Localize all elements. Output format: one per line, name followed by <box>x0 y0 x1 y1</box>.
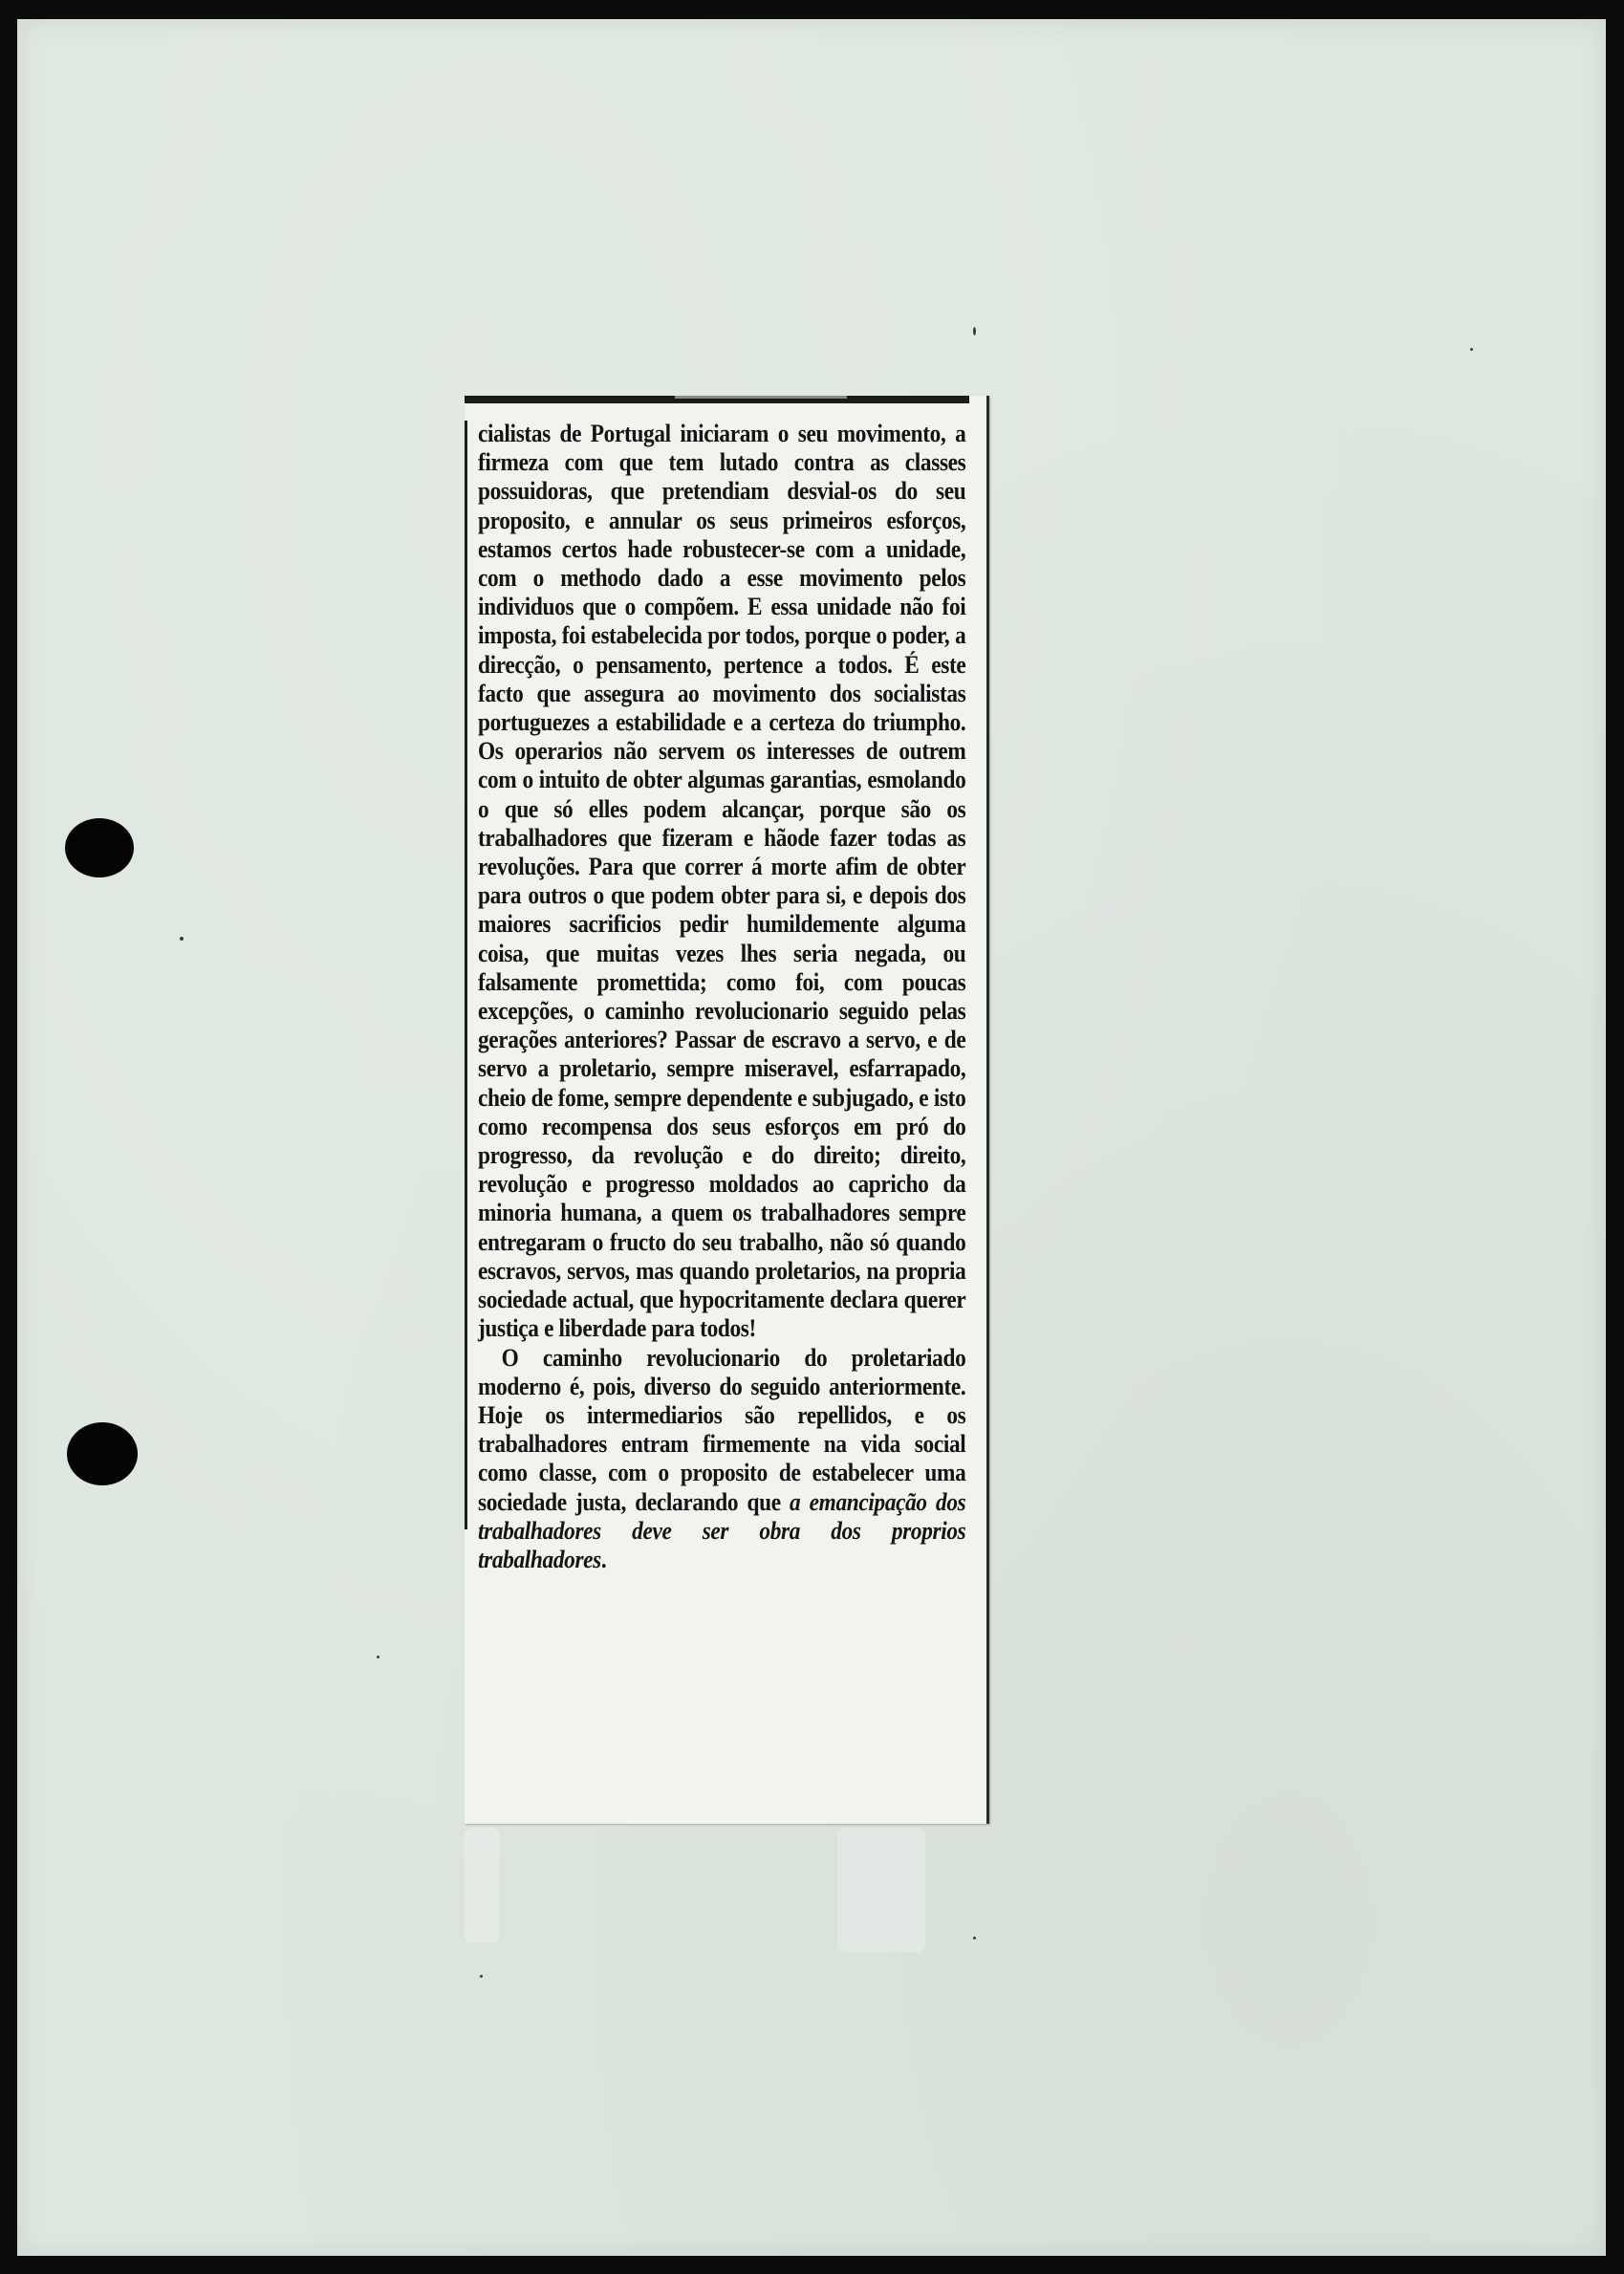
paper-speck <box>1470 348 1473 351</box>
paper-speck <box>377 1656 379 1658</box>
paper-speck <box>180 937 184 941</box>
paper-stain <box>837 1828 925 1952</box>
emphasized-quote: a emancipação dos trabalhadores deve ser obra dos proprios trabalhadores <box>478 1486 966 1573</box>
article-body <box>478 419 965 1573</box>
clipping-top-rule-highlight <box>675 396 847 399</box>
newspaper-clipping <box>465 396 989 1824</box>
punch-hole-top <box>65 818 134 877</box>
paragraph-text: cialistas de Portugal iniciaram o seu movimento, a firmeza com que tem lutado contra as classes possuidoras, que pretendiam desvial-os do seu proposito, e annular os seus primeiros esforços, estamos certos hade robustecer-se com a unidade, com o methodo dado a esse movimento pelos individuos que o compõem. E essa unidade não foi imposta, foi estabelecida por todos, porque o poder, a direcção, o pensamento, pertence a todos. É este facto que assegura ao movimento dos socialistas portuguezes a estabilidade e a certeza do triumpho. Os operarios não servem os interesses de outrem com o intuito de obter algumas garantias, esmolando o que só elles podem alcançar, porque são os trabalhadores que fizeram e hãode fazer todas as revoluções. Para que correr á morte afim de obter para outros o que podem obter para si, e depois dos maiores sacrificios pedir humildemente alguma coisa, que muitas vezes lhes seria negada, ou falsamente promettida; como foi, com poucas excepções, o caminho revolucionario seguido pelas gerações anteriores? Passar de escravo a servo, e de servo a proletario, sempre miseravel, esfarrapado, cheio de fome, sempre dependente e subjugado, e isto como recompensa dos seus esforços em pró do progresso, da revolução e do direito; direito, revolução e progresso moldados ao capricho da minoria humana, a quem os trabalhadores sempre entregaram o fructo do seu trabalho, não só quando escravos, servos, mas quando proletarios, na propria sociedade actual, que hypocritamente declara querer justiça e liberdade para todos! <box>478 419 966 1343</box>
article-paragraph <box>478 419 965 1343</box>
paper-stain <box>465 1828 499 1942</box>
article-paragraph <box>478 1343 965 1574</box>
paragraph-text: O caminho revolucionario do proletariado moderno é, pois, diverso do seguido anteriormente. Hoje os intermediarios são repellidos, e os trabalhadores entram firmemente na vida social como classe, com o proposito de estabelecer uma sociedade justa, declarando que <box>478 1342 966 1516</box>
punch-hole-bottom <box>67 1422 138 1485</box>
clipping-column-rule <box>465 421 467 1529</box>
paper-speck <box>973 1937 976 1939</box>
paper-speck <box>480 1975 483 1978</box>
paragraph-text-end: . <box>600 1544 607 1573</box>
paper-speck <box>973 327 976 336</box>
